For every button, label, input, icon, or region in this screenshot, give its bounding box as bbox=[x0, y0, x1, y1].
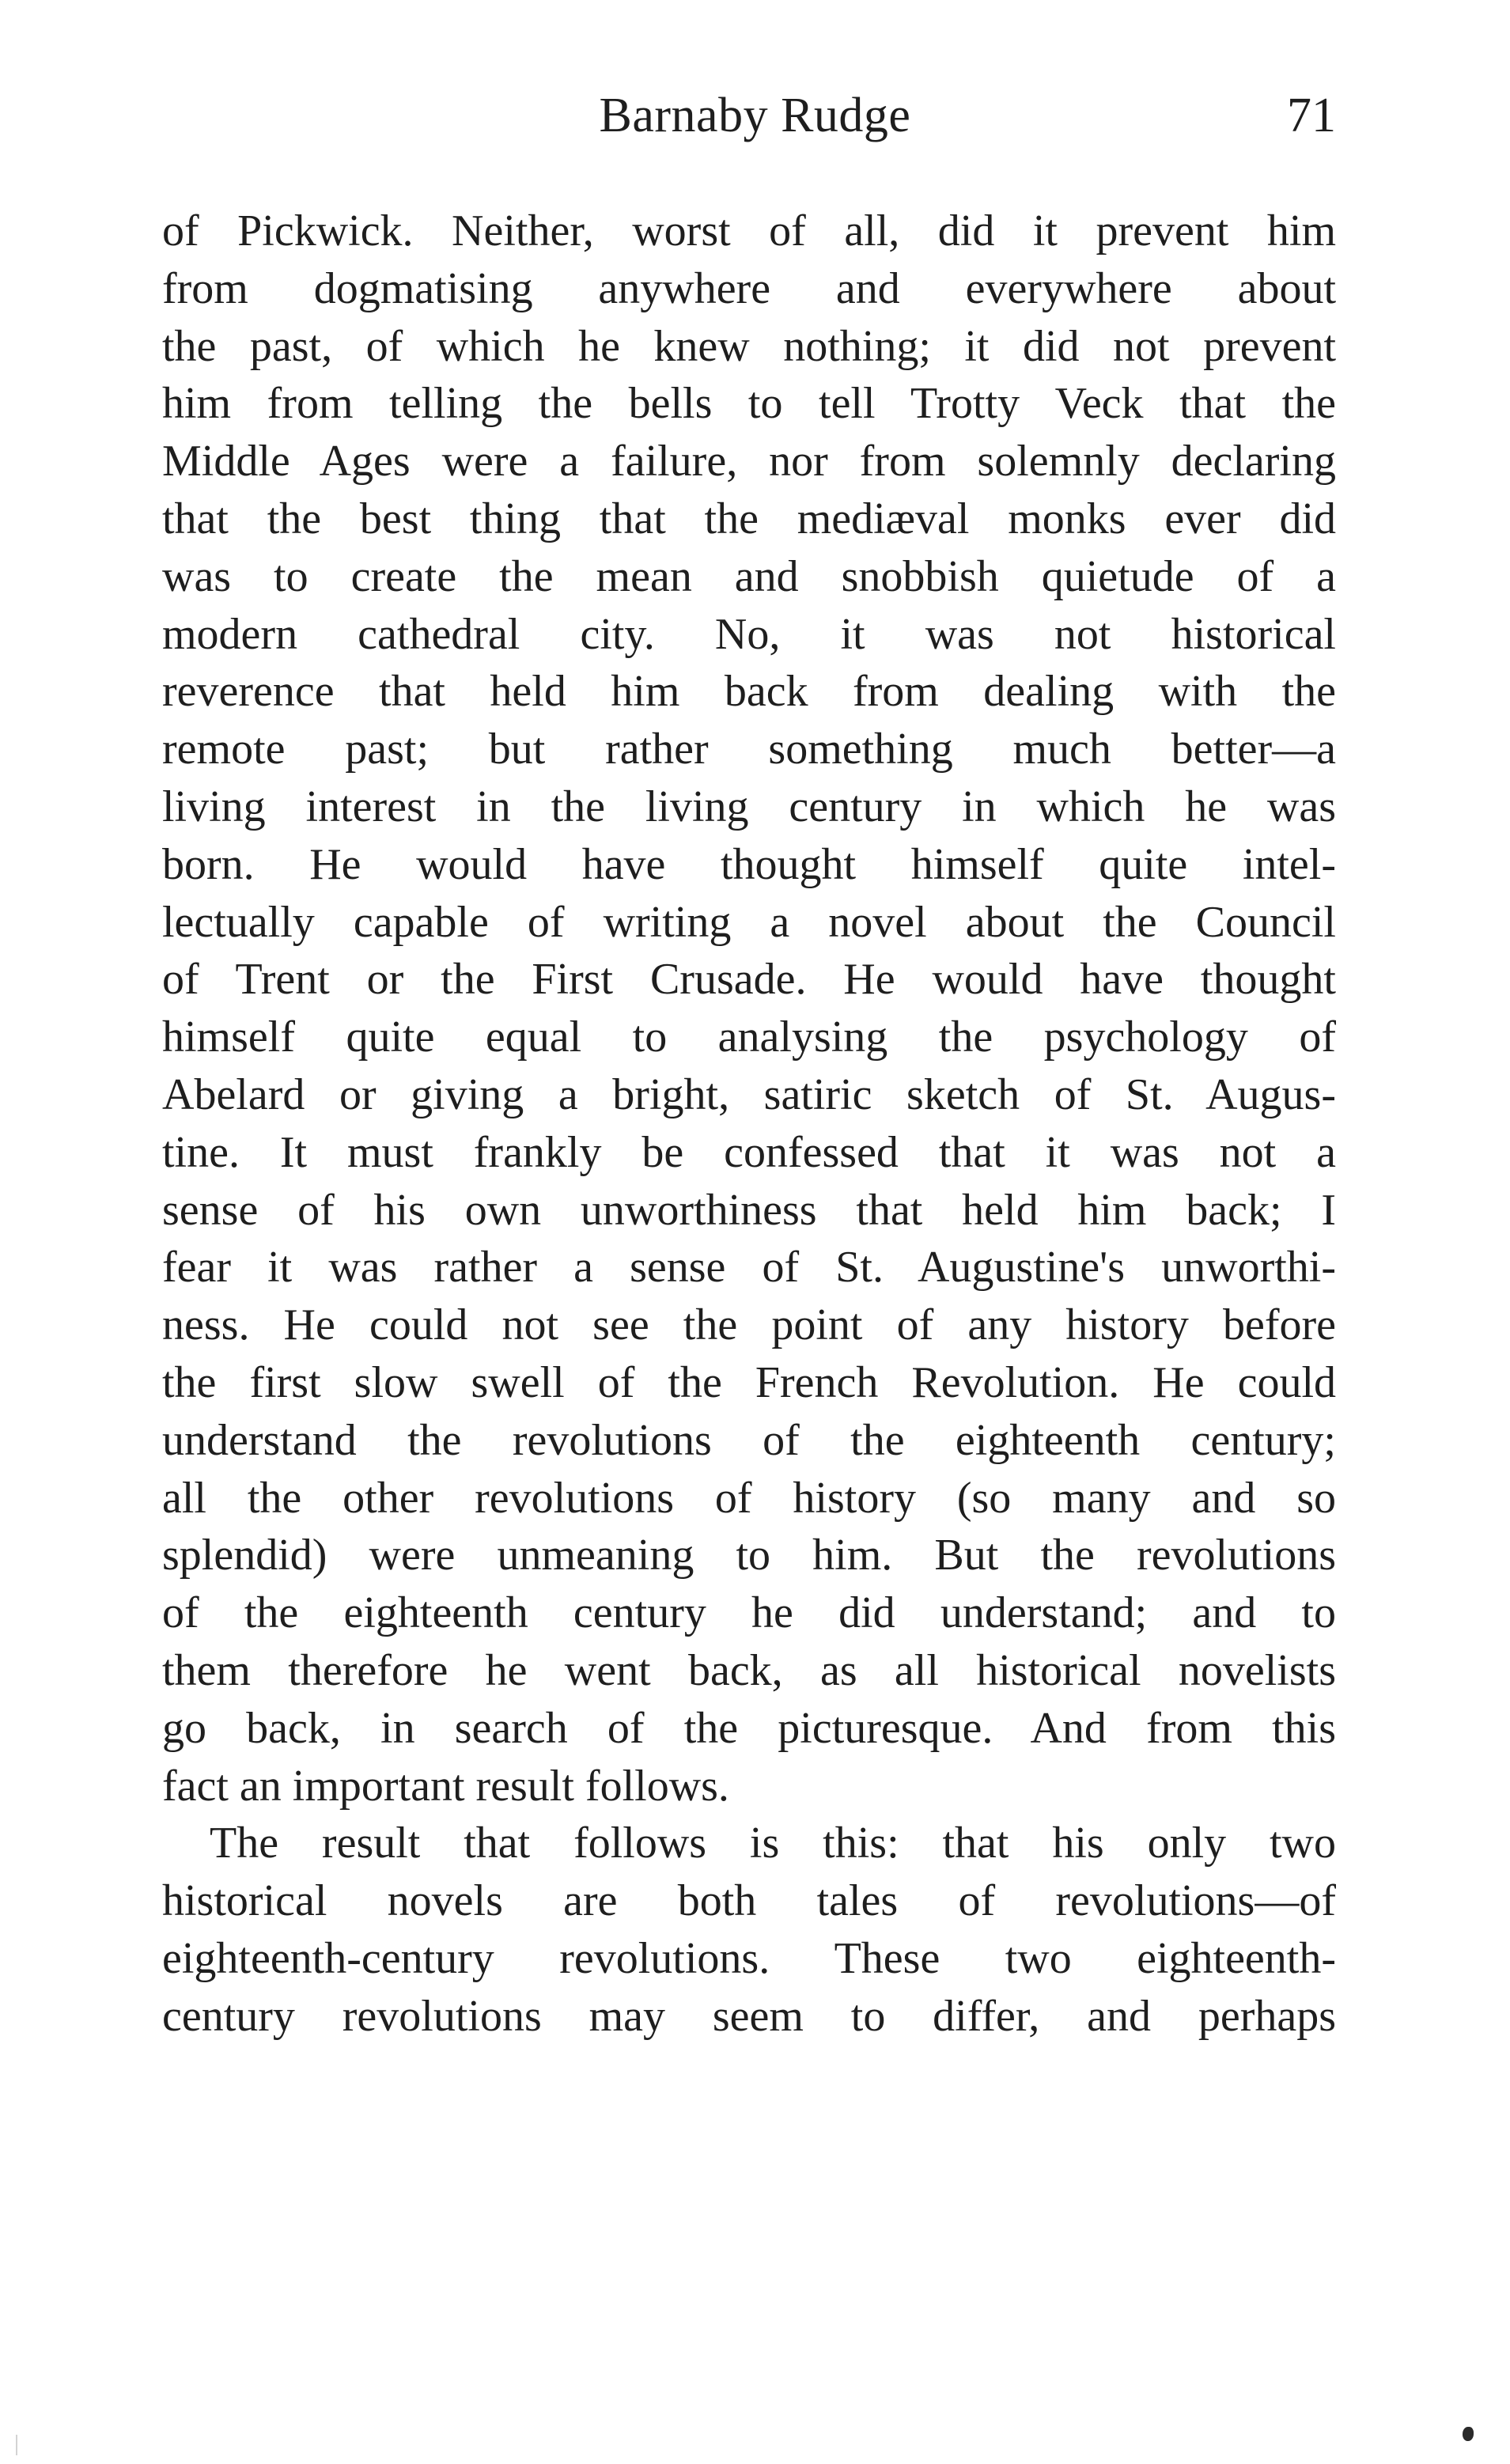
page-header bbox=[0, 78, 1510, 153]
text-line: remote past; but rather something much better—a bbox=[162, 725, 1336, 774]
text-line: him from telling the bells to tell Trotty Veck that the bbox=[162, 379, 1336, 429]
text-line: from dogmatising anywhere and everywhere about bbox=[162, 263, 1336, 313]
text-line: modern cathedral city. No, it was not historical bbox=[162, 609, 1336, 659]
text-line: himself quite equal to analysing the psychology of bbox=[162, 1012, 1336, 1062]
text-line: go back, in search of the picturesque. And from this bbox=[162, 1703, 1336, 1753]
text-line: century revolutions may seem to differ, and perhaps bbox=[162, 1991, 1336, 2041]
text-line: the first slow swell of the French Revolution. He could bbox=[162, 1357, 1336, 1407]
text-line: was to create the mean and snobbish quietude of a bbox=[162, 551, 1336, 601]
text-line: fear it was rather a sense of St. Augustine's unworthi- bbox=[162, 1243, 1336, 1293]
text-line: understand the revolutions of the eighteenth century; bbox=[162, 1415, 1336, 1465]
text-line: the past, of which he knew nothing; it did not prevent bbox=[162, 321, 1336, 371]
ink-speck bbox=[1463, 2427, 1474, 2441]
text-line: The result that follows is this: that his only two bbox=[210, 1819, 1336, 1868]
running-title: Barnaby Rudge bbox=[599, 89, 911, 142]
text-line: living interest in the living century in which he was bbox=[162, 782, 1336, 831]
scan-mark bbox=[16, 2435, 25, 2455]
text-line: that the best thing that the mediæval monks ever did bbox=[162, 494, 1336, 543]
body-text bbox=[162, 202, 1336, 2046]
text-line: all the other revolutions of history (so many and so bbox=[162, 1473, 1336, 1523]
text-line: of Trent or the First Crusade. He would have thought bbox=[162, 955, 1336, 1005]
text-line: ness. He could not see the point of any history before bbox=[162, 1300, 1336, 1350]
text-line: of Pickwick. Neither, worst of all, did it prevent him bbox=[162, 206, 1336, 255]
text-line: them therefore he went back, as all historical novelists bbox=[162, 1645, 1336, 1695]
paragraph bbox=[162, 1815, 1336, 2045]
text-line: fact an important result follows. bbox=[162, 1761, 729, 1811]
text-line: sense of his own unworthiness that held him back; I bbox=[162, 1185, 1336, 1235]
text-line: of the eighteenth century he did understand; and to bbox=[162, 1588, 1336, 1638]
text-line: Abelard or giving a bright, satiric sketch of St. Augus- bbox=[162, 1069, 1336, 1119]
text-line: eighteenth-century revolutions. These two eighteenth- bbox=[162, 1933, 1336, 1983]
text-line: reverence that held him back from dealing with the bbox=[162, 667, 1336, 717]
paragraph bbox=[162, 202, 1336, 1815]
text-line: Middle Ages were a failure, nor from solemnly declaring bbox=[162, 437, 1336, 486]
page-number: 71 bbox=[1287, 89, 1336, 142]
text-line: tine. It must frankly be confessed that it was not a bbox=[162, 1127, 1336, 1177]
text-line: born. He would have thought himself quite intel- bbox=[162, 839, 1336, 889]
text-line: lectually capable of writing a novel about the Council bbox=[162, 897, 1336, 947]
text-line: splendid) were unmeaning to him. But the revolutions bbox=[162, 1531, 1336, 1580]
text-line: historical novels are both tales of revolutions—of bbox=[162, 1876, 1336, 1926]
